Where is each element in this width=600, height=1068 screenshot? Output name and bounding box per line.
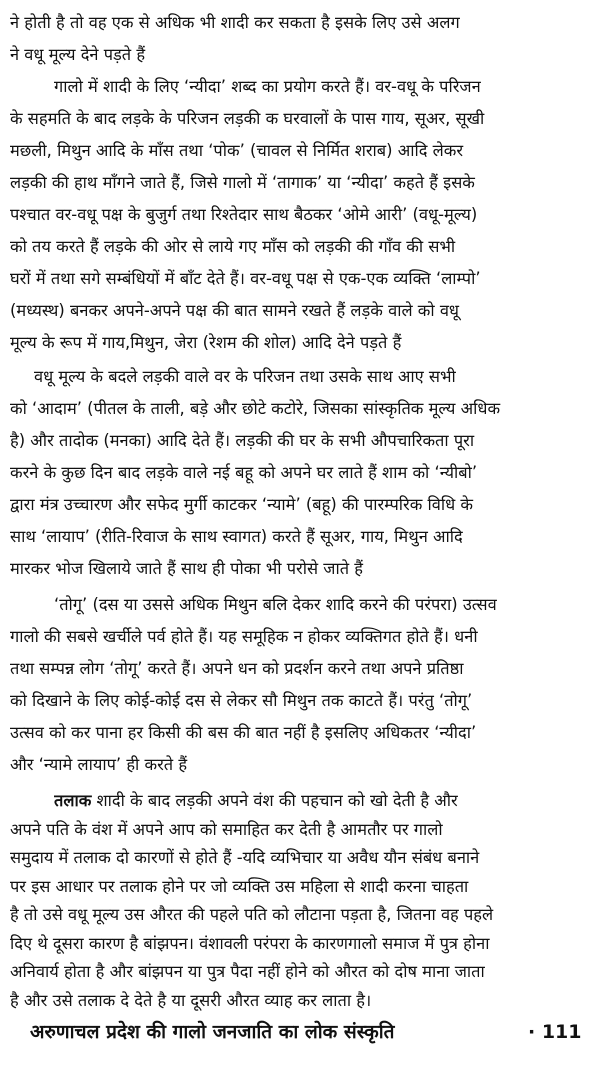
text-line: अनिवार्य होता है और बांझपन या पुत्र पैदा नहीं होने को औरत को दोष माना जाता [10, 962, 485, 981]
text-line: गालो की सबसे खर्चीले पर्व होते हैं। यह समूहिक न होकर व्यक्तिगत होते हैं। धनी [10, 627, 478, 646]
text-line: ने होती है तो वह एक से अधिक भी शादी कर सकता है इसके लिए उसे अलग [10, 13, 460, 32]
footer-book-title: अरुणाचल प्रदेश की गालो जनजाति का लोक संस्कृति [30, 1021, 395, 1043]
text-line: अपने पति के वंश में अपने आप को समाहित कर देती है आमतौर पर गालो [10, 819, 443, 839]
text-fragment: शादी के बाद लड़की अपने वंश की पहचान को खो देती है और [91, 791, 458, 810]
text-line: पश्चात वर-वधू पक्ष के बुजुर्ग तथा रिश्तेदार साथ बैठकर ‘ओमे आरी’ (वधू-मूल्य) [10, 205, 478, 224]
text-line: तथा सम्पन्न लोग ‘तोगू’ करते हैं। अपने धन को प्रदर्शन करने तथा अपने प्रतिष्ठा [10, 659, 464, 678]
text-line: और ‘न्यामे लायाप’ ही करते हैं [10, 755, 188, 774]
text-line: है और उसे तलाक दे देते है या दूसरी औरत व्याह कर लाता है। [10, 990, 372, 1010]
text-line: को तय करते हैं लड़के की ओर से लाये गए माँस को लड़की की गाँव की सभी [10, 237, 456, 256]
text-line: है) और तादोक (मनका) आदि देते हैं। लड़की की घर के सभी औपचारिकता पूरा [10, 431, 475, 450]
text-line: को दिखाने के लिए कोई-कोई दस से लेकर सौ मिथुन तक काटते हैं। परंतु ‘तोगू’ [10, 691, 473, 710]
text-line: पर इस आधार पर तलाक होने पर जो व्यक्ति उस महिला से शादी करना चाहता [10, 876, 469, 896]
text-line: दिए थे दूसरा कारण है बांझपन। वंशावली परंपरा के कारणगालो समाज में पुत्र होना [10, 933, 490, 953]
text-line: को ‘आदाम’ (पीतल के ताली, बड़े और छोटे कटोरे, जिसका सांस्कृतिक मूल्य अधिक [10, 399, 501, 418]
text-line: मूल्य के रूप में गाय,मिथुन, जेरा (रेशम की शोल) आदि देने पड़ते हैं [10, 333, 402, 352]
text-line: करने के कुछ दिन बाद लड़के वाले नई बहू को अपने घर लाते हैं शाम को ‘न्यीबो’ [10, 463, 478, 482]
text-line: उत्सव को कर पाना हर किसी की बस की बात नहीं है इसलिए अधिकतर ‘न्यीदा’ [10, 723, 477, 742]
text-line: समुदाय में तलाक दो कारणों से होते हैं -यदि व्यभिचार या अवैध यौन संबंध बनाने [10, 848, 480, 867]
text-line: द्वारा मंत्र उच्चारण और सफेद मुर्गी काटकर ‘न्यामे’ (बहू) की पारम्परिक विधि के [10, 495, 474, 514]
text-line: घरों में तथा सगे सम्बंधियों में बाँट देते हैं। वर-वधू पक्ष से एक-एक व्यक्ति ‘लाम्पो’ [10, 269, 481, 288]
text-line: (मध्यस्थ) बनकर अपने-अपने पक्ष की बात सामने रखते हैं लड़के वाले को वधू [10, 301, 460, 320]
text-line: मारकर भोज खिलाये जाते हैं साथ ही पोका भी परोसे जाते हैं [10, 559, 363, 578]
text-line: है तो उसे वधू मूल्य उस औरत की पहले पति को लौटाना पड़ता है, जितना वह पहले [10, 905, 494, 924]
text-line: साथ ‘लायाप’ (रीति-रिवाज के साथ स्वागत) करते हैं सूअर, गाय, मिथुन आदि [10, 527, 463, 546]
page-number: · 111 [528, 1021, 582, 1043]
text-line: ने वधू मूल्य देने पड़ते हैं [10, 45, 146, 64]
text-line: वधू मूल्य के बदले लड़की वाले वर के परिजन तथा उसके साथ आए सभी [34, 367, 456, 386]
section-heading: तलाक [54, 791, 92, 810]
text-line: के सहमति के बाद लड़के के परिजन लड़की क घरवालों के पास गाय, सूअर, सूखी [10, 109, 485, 128]
text-line: मछली, मिथुन आदि के माँस तथा ‘पोक’ (चावल से निर्मित शराब) आदि लेकर [10, 141, 464, 160]
text-line: गालो में शादी के लिए ‘न्यीदा’ शब्द का प्रयोग करते हैं। वर-वधू के परिजन [54, 77, 481, 96]
text-line: लड़की की हाथ माँगने जाते हैं, जिसे गालो में ‘तागाक’ या ‘न्यीदा’ कहते हैं इसके [10, 173, 475, 192]
text-line [54, 786, 594, 816]
text-line: ‘तोगू’ (दस या उससे अधिक मिथुन बलि देकर शादि करने की परंपरा) उत्सव [54, 595, 497, 614]
